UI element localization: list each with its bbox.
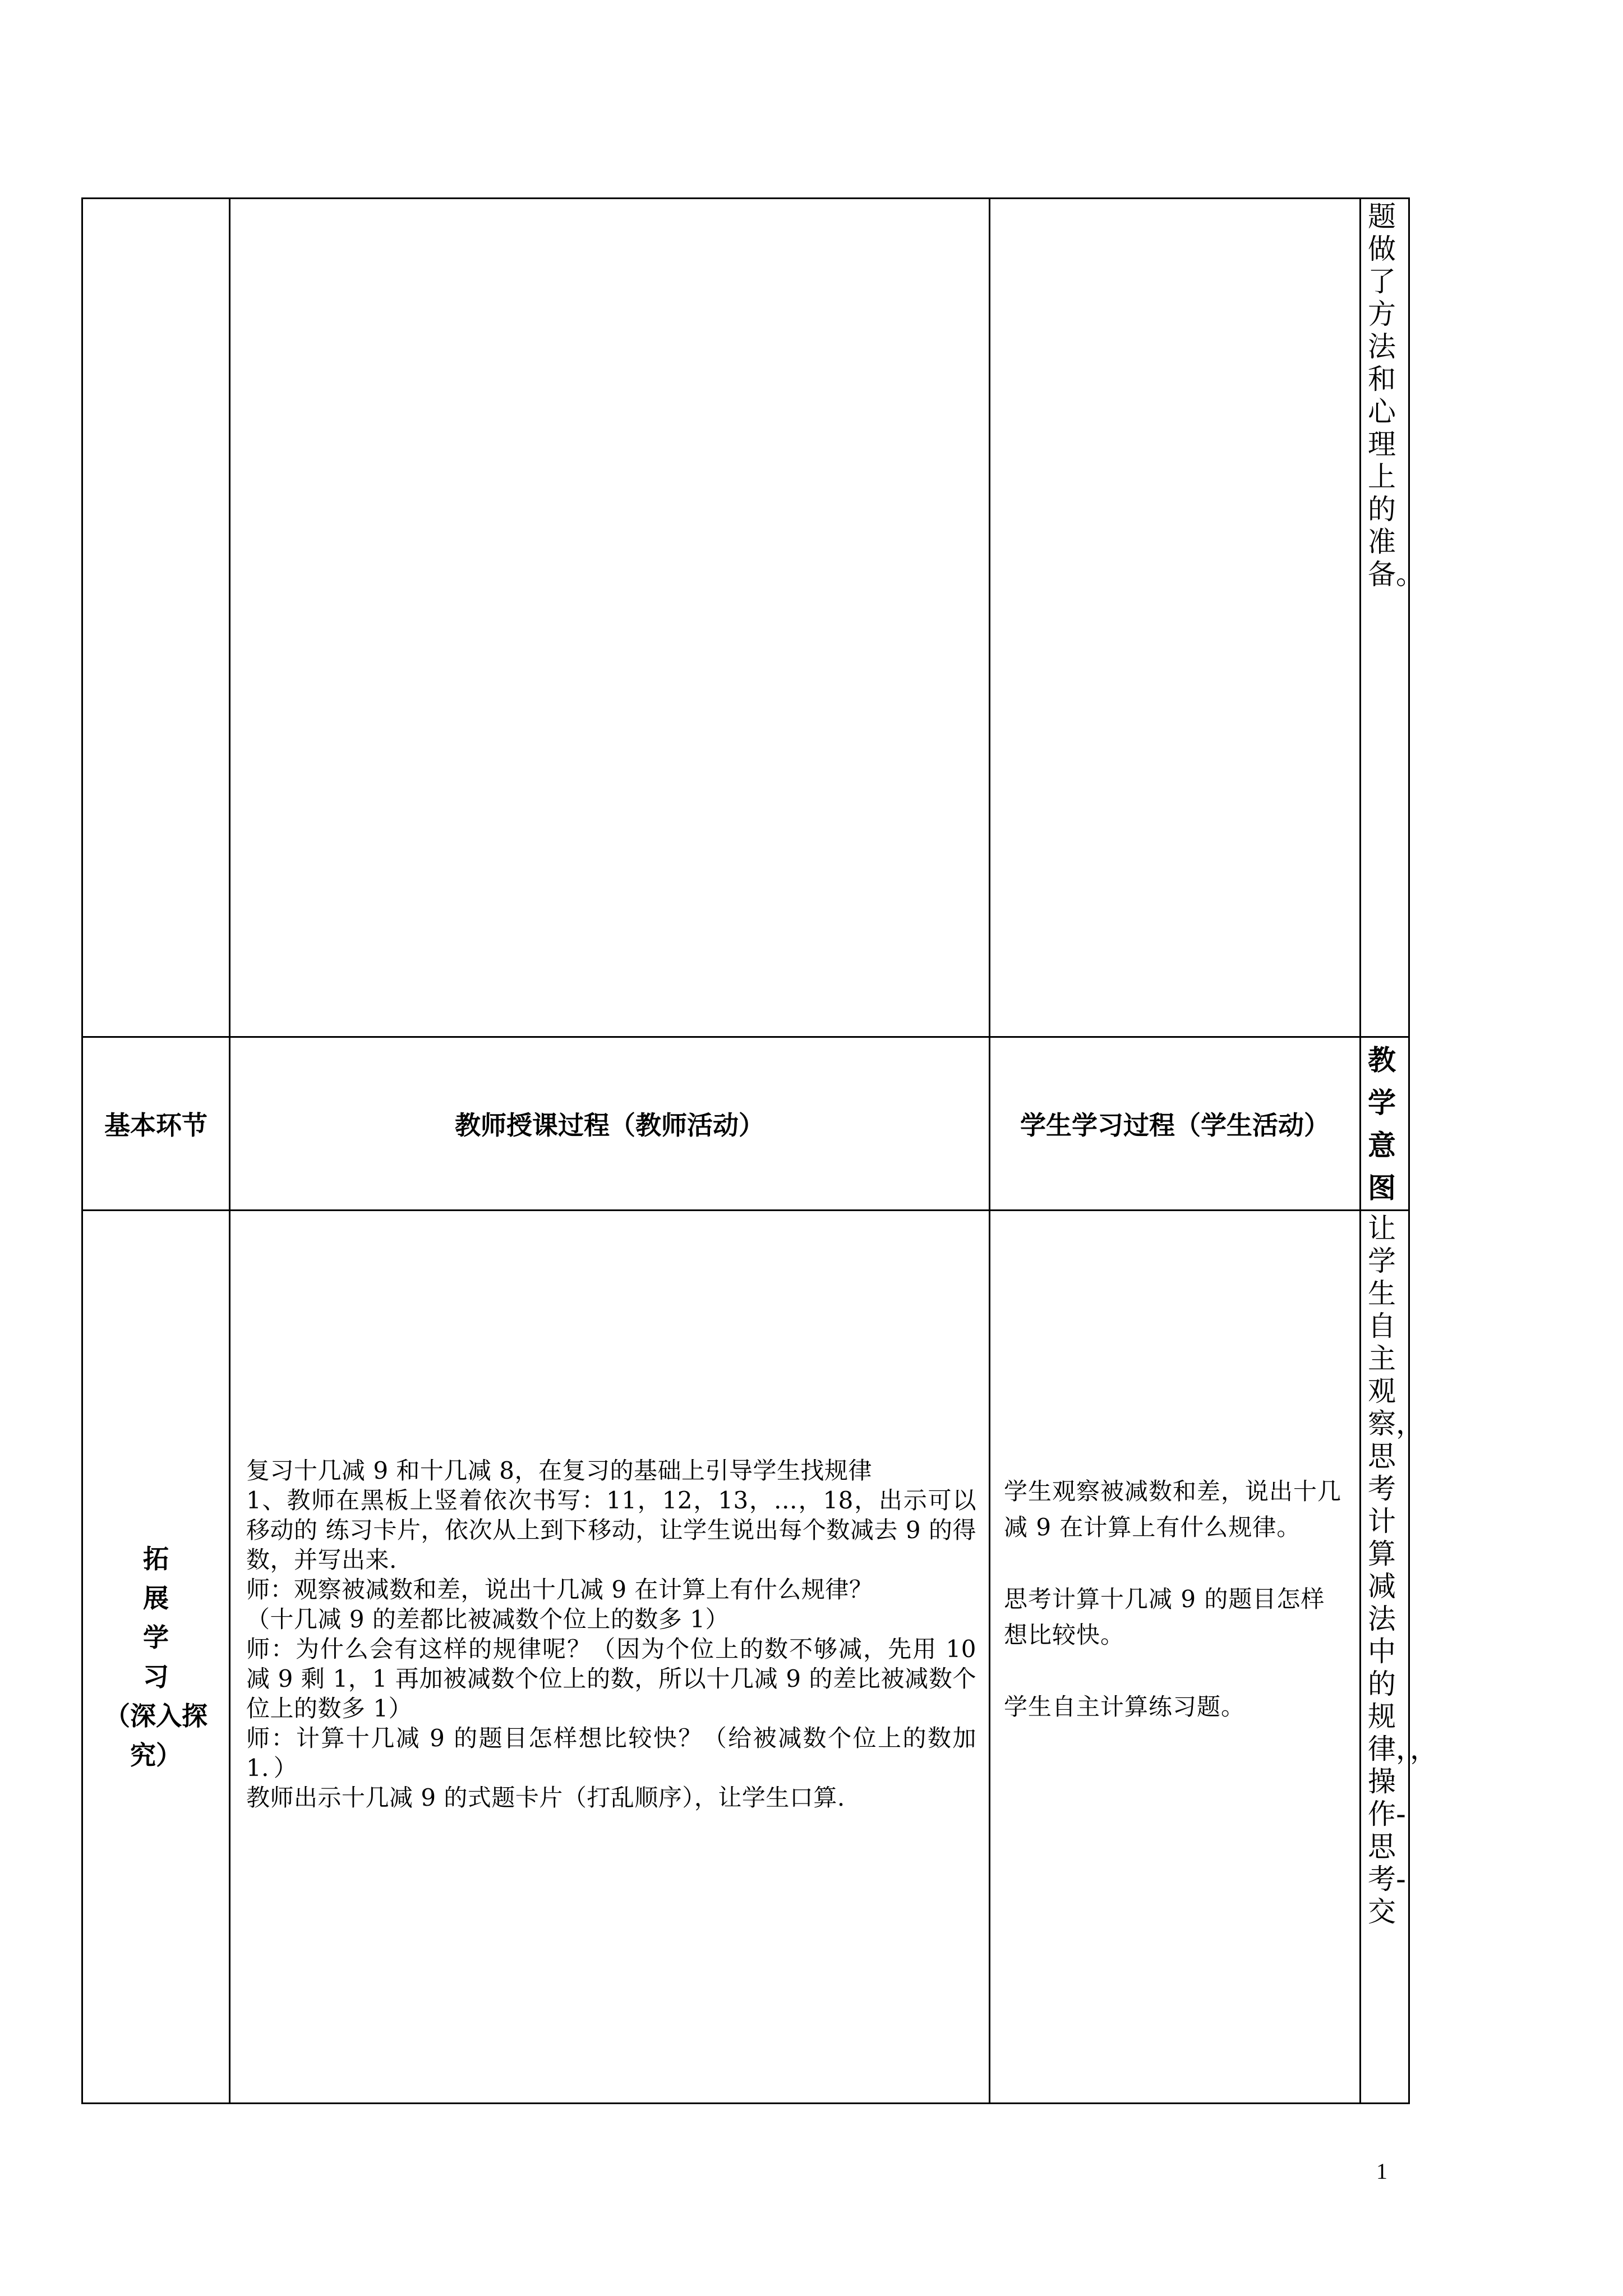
student-activity-text bbox=[1004, 1474, 1347, 1725]
header-student-label: 学生学习过程（学生活动） bbox=[1020, 1110, 1330, 1140]
teacher-line: （十几减 9 的差都比被减数个位上的数多 1） bbox=[246, 1605, 729, 1633]
header-intent-label: 教学意图 bbox=[1368, 1044, 1396, 1204]
header-teacher bbox=[230, 1037, 990, 1211]
teacher-line: 师：为什么会有这样的规律呢？（因为个位上的数不够减，先用 10 减 9 剩 1，1 再加被减数个位上的数，所以十几减 9 的差比被减数个位上的数多 1） bbox=[246, 1635, 976, 1722]
intent-text-main: 让学生自主观察，思考计算减法中的规律，，操作-思考-交 bbox=[1368, 1212, 1438, 1928]
teacher-line: 1、教师在黑板上竖着依次书写：11，12，13，…，18，出示可以移动的 练习卡片，依次从上到下移动，让学生说出每个数减去 9 的得数，并写出来. bbox=[246, 1487, 976, 1573]
header-teacher-label: 教师授课过程（教师活动） bbox=[455, 1110, 764, 1140]
stage-char: 拓 bbox=[143, 1543, 169, 1574]
page-number: 1 bbox=[1376, 2159, 1387, 2184]
teacher-line: 师：观察被减数和差，说出十几减 9 在计算上有什么规律？ bbox=[246, 1576, 873, 1603]
header-stage bbox=[82, 1037, 230, 1211]
stage-char: 展 bbox=[143, 1582, 169, 1613]
table-row-extension bbox=[82, 1211, 1409, 2104]
student-line: 学生自主计算练习题。 bbox=[1004, 1693, 1246, 1720]
student-line: 学生观察被减数和差，说出十几减 9 在计算上有什么规律。 bbox=[1004, 1478, 1342, 1541]
stage-subtitle: （深入探究） bbox=[104, 1700, 208, 1770]
teacher-activity-cell bbox=[230, 1211, 990, 2104]
teacher-activity-text bbox=[246, 1456, 976, 1812]
student-line: 思考计算十几减 9 的题目怎样想比较快。 bbox=[1004, 1585, 1325, 1649]
header-stage-label: 基本环节 bbox=[104, 1110, 208, 1140]
stage-char: 习 bbox=[143, 1661, 169, 1692]
intent-cell-main bbox=[1361, 1211, 1438, 2104]
header-intent bbox=[1361, 1037, 1409, 1211]
student-activity-cell bbox=[990, 1211, 1361, 2104]
teacher-line: 师：计算十几减 9 的题目怎样想比较快？（给被减数个位上的数加 1．） bbox=[246, 1724, 976, 1782]
header-student bbox=[990, 1037, 1361, 1211]
stage-char: 学 bbox=[143, 1622, 169, 1653]
table-row-continuation bbox=[82, 199, 1409, 1037]
teacher-cell-empty bbox=[230, 199, 990, 1037]
lesson-plan-table bbox=[81, 197, 1438, 2104]
teacher-line: 复习十几减 9 和十几减 8，在复习的基础上引导学生找规律 bbox=[246, 1457, 872, 1484]
stage-cell-empty bbox=[82, 199, 230, 1037]
intent-text-top: 题做了方法和心理上的准备。 bbox=[1368, 200, 1424, 591]
stage-cell bbox=[82, 1211, 230, 2104]
stage-label bbox=[103, 1539, 209, 1775]
teacher-line: 教师出示十几减 9 的式题卡片（打乱顺序），让学生口算. bbox=[246, 1784, 845, 1811]
student-cell-empty bbox=[990, 199, 1361, 1037]
table-header-row bbox=[82, 1037, 1409, 1211]
intent-cell-top bbox=[1361, 199, 1424, 1037]
